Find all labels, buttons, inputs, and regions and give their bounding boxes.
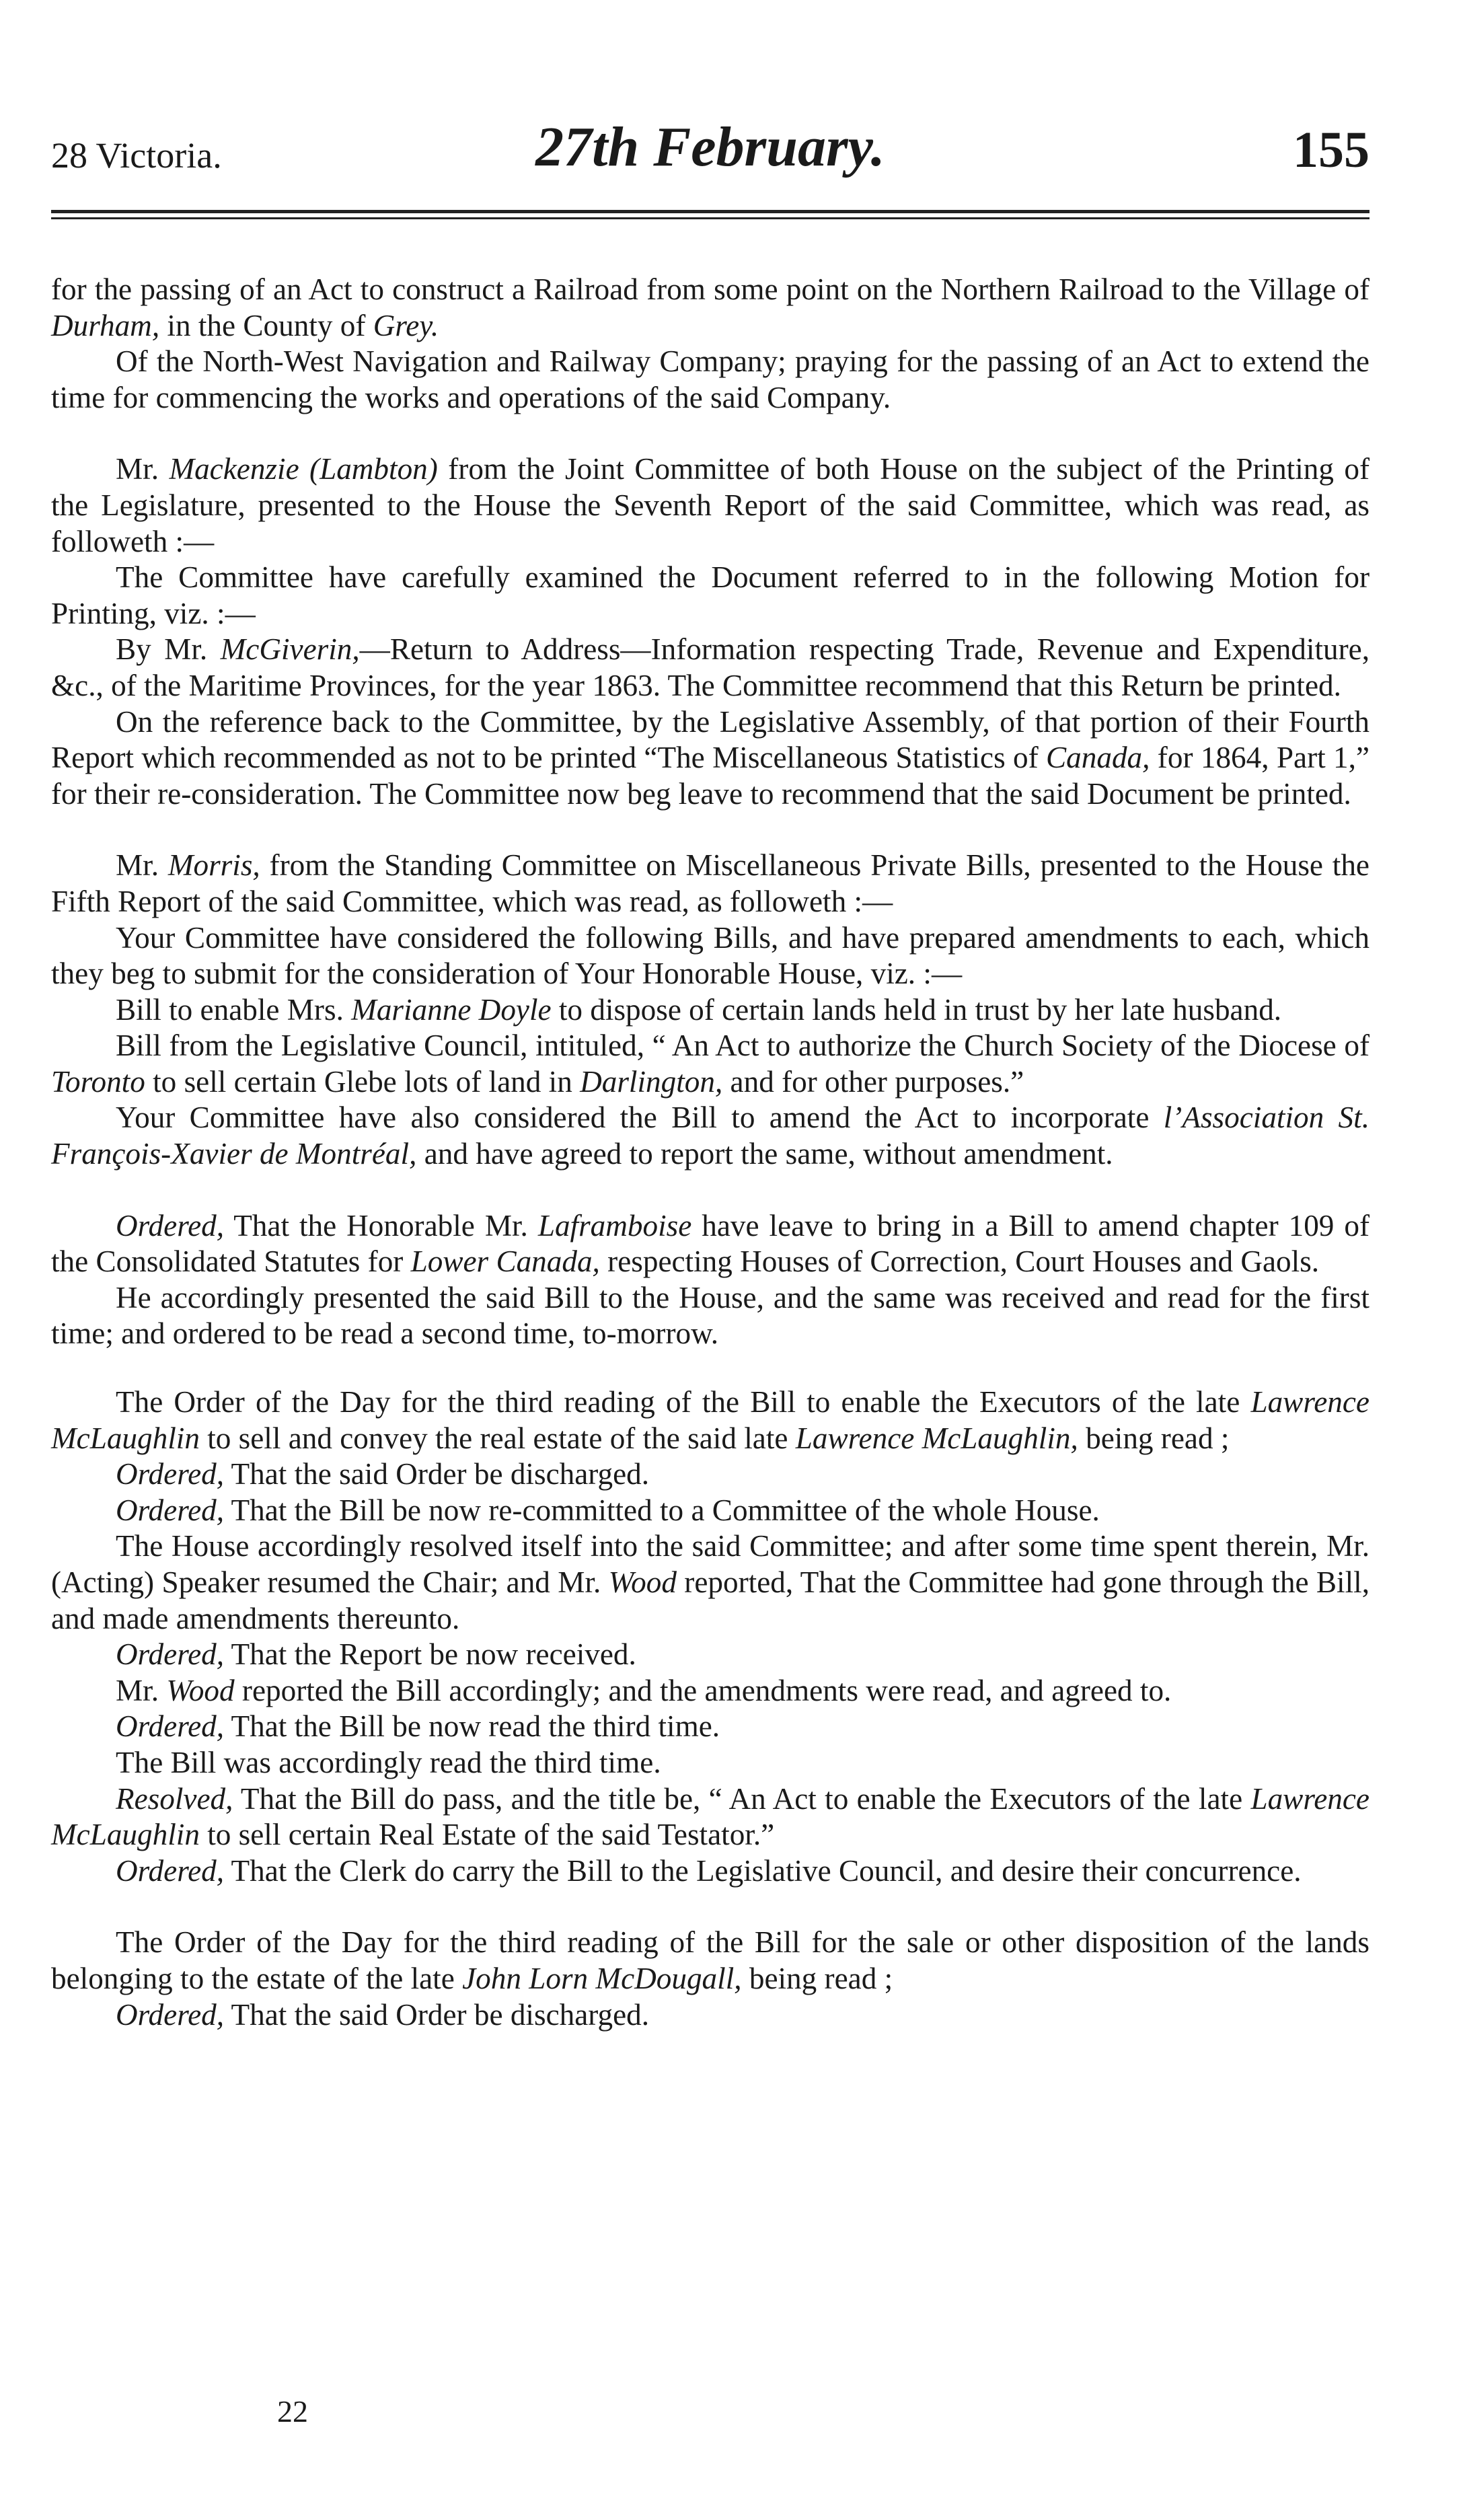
paragraph	[51, 1997, 1370, 2034]
italic-text: Grey.	[373, 308, 439, 342]
italic-text: Mackenzie (Lambton)	[169, 452, 438, 486]
text-run: Bill to enable Mrs.	[116, 992, 352, 1027]
paragraph	[51, 1493, 1370, 1529]
paragraph	[51, 1528, 1370, 1637]
paragraph	[51, 920, 1370, 992]
text-run: The House accordingly resolved itself into the said Committee; and after some time spent therein, Mr. (Acting) Speaker resumed the Chair; and Mr.	[51, 1529, 1370, 1599]
paragraph	[51, 1637, 1370, 1673]
text-run: from the Joint Committee of both House on the subject of the Printing of the Legislature, presented to the House the Seventh Report of the said Committee, which was read, as followeth :—	[51, 452, 1370, 558]
journal-body	[51, 272, 1370, 2033]
text-run: On the reference back to the Committee, by the Legislative Assembly, of that portion of their Fourth Report which recommended as not to be printed “The Miscellaneous Statistics of	[51, 704, 1370, 775]
paragraph	[51, 272, 1370, 344]
text-run: —Return to Address—Information respecting Trade, Revenue and Expenditure, &c., of the Maritime Provinces, for the year 1863. The Committee recommend that this Return be printed.	[51, 632, 1370, 702]
text-run: That the Clerk do carry the Bill to the Legislative Council, and desire their concurrence.	[224, 1853, 1302, 1888]
italic-text: Lower Canada,	[410, 1245, 600, 1279]
italic-text: Lawrence McLaughlin	[51, 1781, 1370, 1852]
text-run: reported, That the Committee had gone through the Bill, and made amendments thereunto.	[51, 1565, 1370, 1635]
paragraph	[51, 1925, 1370, 1997]
paragraph	[51, 992, 1370, 1029]
signature-number: 22	[277, 2394, 308, 2429]
text-run: Of the North-West Navigation and Railway Company; praying for the passing of an Act to extend the time for commencing the works and operations of the said Company.	[51, 344, 1370, 414]
paragraph	[51, 1709, 1370, 1745]
text-run: Mr.	[116, 848, 168, 883]
paragraph	[51, 848, 1370, 920]
running-header	[51, 114, 1370, 188]
text-run: being read ;	[1078, 1421, 1230, 1455]
text-run: being read ;	[741, 1961, 893, 1995]
text-run: to sell certain Glebe lots of land in	[145, 1064, 580, 1099]
text-run: have leave to bring in a Bill to amend chapter 109 of the Consolidated Statutes for	[51, 1208, 1370, 1279]
italic-text: McGiverin,	[220, 632, 360, 667]
text-run: for the passing of an Act to construct a Railroad from some point on the Northern Railroad to the Village of	[51, 272, 1370, 306]
text-run: The Order of the Day for the third reading of the Bill to enable the Executors of the late	[116, 1385, 1251, 1419]
regnal-year: 28 Victoria.	[51, 135, 222, 176]
paragraph	[51, 632, 1370, 704]
text-run: Mr.	[116, 452, 170, 486]
text-run: to dispose of certain lands held in trust by her late husband.	[551, 992, 1282, 1027]
italic-text: Morris,	[167, 848, 260, 883]
italic-text: Ordered,	[116, 1493, 225, 1527]
paragraph	[51, 451, 1370, 560]
paragraph	[51, 1384, 1370, 1456]
text-run: He accordingly presented the said Bill to the House, and the same was received and read for the first time; and ordered to be read a second time, to-morrow.	[51, 1280, 1370, 1351]
text-run: for 1864, Part 1,” for their re-consideration. The Committee now beg leave to recommend that the said Document be printed.	[51, 741, 1370, 811]
italic-text: Ordered,	[116, 1997, 225, 2032]
italic-text: Durham,	[51, 308, 160, 342]
paragraph	[51, 1456, 1370, 1493]
italic-text: Canada,	[1046, 741, 1150, 775]
page-date-title: 27th February.	[535, 116, 885, 178]
paragraph	[51, 1208, 1370, 1280]
text-run: Mr.	[116, 1673, 167, 1707]
text-run: Your Committee have also considered the Bill to amend the Act to incorporate	[116, 1101, 1164, 1135]
text-run: reported the Bill accordingly; and the amendments were read, and agreed to.	[234, 1673, 1172, 1707]
italic-text: Laframboise	[537, 1208, 692, 1243]
italic-text: Lawrence McLaughlin,	[795, 1421, 1078, 1455]
text-run: That the Bill be now read the third time.	[224, 1709, 720, 1744]
italic-text: Lawrence McLaughlin	[51, 1385, 1370, 1455]
text-run: Bill from the Legislative Council, intituled, “ An Act to authorize the Church Society of the Diocese of	[116, 1029, 1370, 1063]
paragraph	[51, 1781, 1370, 1853]
italic-text: Marianne Doyle	[351, 992, 552, 1027]
italic-text: l’Association St. François-Xavier de Montréal,	[51, 1101, 1370, 1171]
paragraph	[51, 1280, 1370, 1352]
text-run: By Mr.	[116, 632, 221, 667]
paragraph	[51, 1673, 1370, 1709]
italic-text: Ordered,	[116, 1637, 225, 1672]
text-run: That the said Order be discharged.	[224, 1997, 650, 2032]
text-run: to sell certain Real Estate of the said Testator.”	[199, 1818, 775, 1852]
paragraph	[51, 560, 1370, 632]
text-run: in the County of	[159, 308, 373, 342]
paragraph	[51, 1028, 1370, 1100]
paragraph	[51, 1853, 1370, 1890]
paragraph	[51, 1100, 1370, 1172]
italic-text: Toronto	[51, 1064, 145, 1099]
italic-text: Ordered,	[116, 1853, 225, 1888]
paragraph	[51, 1745, 1370, 1781]
italic-text: Ordered,	[116, 1208, 225, 1243]
text-run: Your Committee have considered the following Bills, and have prepared amendments to each, which they beg to submit for the consideration of Your Honorable House, viz. :—	[51, 920, 1370, 991]
header-double-rule	[51, 210, 1370, 219]
text-run: The Order of the Day for the third reading of the Bill for the sale or other disposition of the lands belonging to the estate of the late	[51, 1925, 1370, 1995]
text-run: respecting Houses of Correction, Court Houses and Gaols.	[599, 1245, 1320, 1279]
page-number: 155	[1293, 122, 1370, 178]
text-run: and have agreed to report the same, without amendment.	[416, 1137, 1113, 1171]
text-run: That the Report be now received.	[224, 1637, 636, 1672]
italic-text: Darlington,	[580, 1064, 723, 1099]
text-run: That the Bill be now re-committed to a Committee of the whole House.	[224, 1493, 1100, 1527]
text-run: That the said Order be discharged.	[224, 1457, 650, 1491]
italic-text: John Lorn McDougall,	[462, 1961, 742, 1995]
italic-text: Ordered,	[116, 1709, 225, 1744]
italic-text: Wood	[608, 1565, 677, 1599]
text-run: That the Bill do pass, and the title be, “ An Act to enable the Executors of the late	[233, 1781, 1251, 1816]
italic-text: Ordered,	[116, 1457, 225, 1491]
text-run: to sell and convey the real estate of the said late	[199, 1421, 796, 1455]
text-run: The Bill was accordingly read the third time.	[116, 1745, 661, 1779]
text-run: and for other purposes.”	[722, 1064, 1024, 1099]
italic-text: Wood	[166, 1673, 235, 1707]
paragraph	[51, 704, 1370, 813]
italic-text: Resolved,	[116, 1781, 233, 1816]
text-run: from the Standing Committee on Miscellaneous Private Bills, presented to the House the Fifth Report of the said Committee, which was read, as followeth :—	[51, 848, 1370, 918]
paragraph	[51, 344, 1370, 416]
text-run: That the Honorable Mr.	[224, 1208, 538, 1243]
text-run: The Committee have carefully examined the Document referred to in the following Motion for Printing, viz. :—	[51, 560, 1370, 630]
